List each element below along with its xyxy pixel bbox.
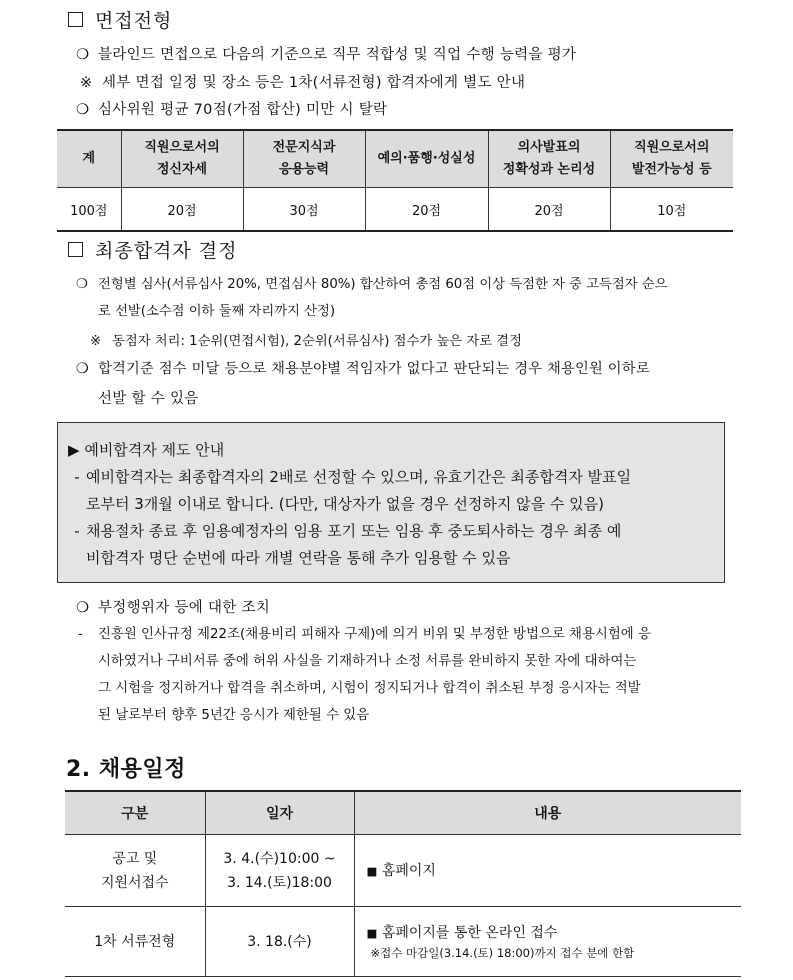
schedule-content-cell: ■ 홈페이지를 통한 온라인 접수 ※접수 마감일(3.14.(토) 18:00)까지 접수 분에 한함 — [354, 907, 741, 977]
score-header-knowledge: 전문지식과 응용능력 — [243, 130, 365, 188]
interview-item-1: ❍ 블라인드 면접으로 다음의 기준으로 직무 적합성 및 직업 수행 능력을 평가 — [76, 47, 577, 63]
score-value-cell: 20점 — [365, 188, 488, 232]
final-title-text: 최종합격자 결정 — [95, 240, 238, 262]
final-item-1-cont: 로 선발(소수점 이하 둘째 자리까지 산정) — [98, 304, 336, 319]
score-value-cell: 30점 — [243, 188, 365, 232]
final-item-2-cont: 선발 할 수 있음 — [98, 391, 199, 407]
score-header-total: 계 — [57, 130, 121, 188]
score-value-cell: 10점 — [610, 188, 733, 232]
final-section-title — [68, 236, 238, 263]
schedule-heading: 2. 채용일정 — [66, 757, 186, 782]
schedule-content-cell: ■ 홈페이지 — [354, 835, 741, 907]
interview-title-text: 면접전형 — [95, 10, 173, 32]
fraud-title: ❍ 부정행위자 등에 대한 조치 — [76, 600, 271, 616]
score-header-expression: 의사발표의 정확성과 논리성 — [488, 130, 610, 188]
interview-item-2: ❍ 심사위원 평균 70점(가점 합산) 미만 시 탈락 — [76, 102, 388, 118]
schedule-note: ※접수 마감일(3.14.(토) 18:00)까지 접수 분에 한함 — [370, 945, 635, 960]
score-table-header-row — [57, 130, 733, 188]
fraud-line-1: - 진흥원 인사규정 제22조(채용비리 피해자 구제)에 의거 비위 및 부정한 방법으로 채용시험에 응 — [78, 627, 651, 642]
schedule-stage-cell: 공고 및 지원서접수 — [65, 835, 205, 907]
schedule-row — [65, 835, 741, 907]
schedule-date-cell: 3. 18.(수) — [205, 907, 354, 977]
reserve-item-1-cont: 로부터 3개월 이내로 합니다. (다만, 대상자가 없을 경우 선정하지 않을 수 있음) — [86, 495, 604, 513]
reserve-item-2: - 채용절차 종료 후 임용예정자의 임용 포기 또는 임용 후 중도퇴사하는 경우 최종 예 — [74, 522, 622, 540]
final-item-2: ❍ 합격기준 점수 미달 등으로 채용분야별 적임자가 없다고 판단되는 경우 채용인원 이하로 — [76, 361, 650, 377]
final-tie-note: ※ 동점자 처리: 1순위(면접시험), 2순위(서류심사) 점수가 높은 자로 결정 — [90, 334, 522, 349]
final-item-1: ❍ 전형별 심사(서류심사 20%, 면접심사 80%) 합산하여 총점 60점 이상 득점한 자 중 고득점자 순으 — [76, 277, 668, 292]
interview-section-title — [68, 6, 172, 33]
schedule-date-cell: 3. 4.(수)10:00 ~ 3. 14.(토)18:00 — [205, 835, 354, 907]
score-header-attitude: 직원으로서의 정신자세 — [121, 130, 243, 188]
schedule-header-row — [65, 791, 741, 835]
schedule-header-stage: 구분 — [65, 791, 205, 835]
checkbox-square-icon — [68, 242, 83, 257]
schedule-header-date: 일자 — [205, 791, 354, 835]
checkbox-square-icon — [68, 12, 83, 27]
schedule-table — [65, 790, 741, 977]
schedule-row — [65, 907, 741, 977]
score-value-cell: 20점 — [121, 188, 243, 232]
square-bullet-icon: ■ — [366, 925, 378, 940]
schedule-header-content: 내용 — [354, 791, 741, 835]
score-header-potential: 직원으로서의 발전가능성 등 — [610, 130, 733, 188]
fraud-line-4: 된 날로부터 향후 5년간 응시가 제한될 수 있음 — [98, 708, 370, 723]
fraud-line-3: 그 시험을 정지하거나 합격을 취소하며, 시험이 정지되거나 합격이 취소된 부정 응시자는 적발 — [98, 681, 641, 696]
interview-note: ※ 세부 면접 일정 및 장소 등은 1차(서류전형) 합격자에게 별도 안내 — [80, 75, 526, 91]
score-table-value-row — [57, 188, 733, 232]
fraud-line-2: 시하였거나 구비서류 중에 허위 사실을 기재하거나 소정 서류를 완비하지 못한 자에 대하여는 — [98, 654, 637, 669]
score-header-manners: 예의·품행·성실성 — [365, 130, 488, 188]
score-value-cell: 100점 — [57, 188, 121, 232]
reserve-item-1: - 예비합격자는 최종합격자의 2배로 선정할 수 있으며, 유효기간은 최종합격자 발표일 — [74, 468, 632, 486]
reserve-title: ▶ 예비합격자 제도 안내 — [68, 441, 225, 459]
score-value-cell: 20점 — [488, 188, 610, 232]
triangle-right-icon: ▶ — [68, 441, 80, 459]
schedule-stage-cell: 1차 서류전형 — [65, 907, 205, 977]
reserve-item-2-cont: 비합격자 명단 순번에 따라 개별 연락을 통해 추가 임용할 수 있음 — [86, 549, 511, 567]
interview-score-table — [57, 129, 733, 232]
reserve-notice-box — [57, 422, 725, 583]
square-bullet-icon: ■ — [366, 863, 378, 878]
